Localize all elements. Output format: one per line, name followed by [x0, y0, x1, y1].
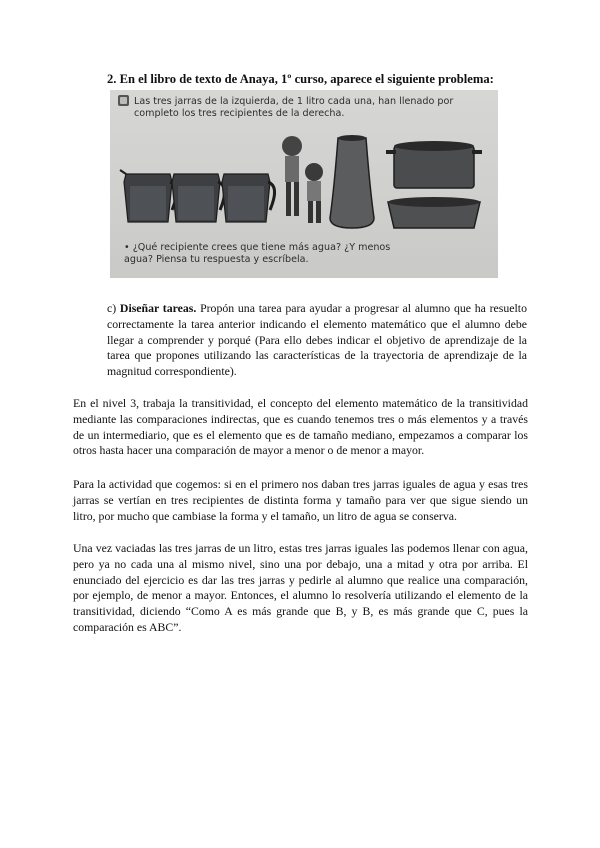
textbook-photo	[110, 90, 498, 278]
cooking-pot	[386, 141, 482, 188]
jug-1	[120, 170, 177, 222]
problem-heading: 2. En el libro de texto de Anaya, 1º curso, aparece el siguiente problema:	[107, 72, 494, 86]
tall-vase	[330, 135, 374, 228]
task-c-title: Diseñar tareas.	[119, 301, 197, 315]
task-c-paragraph: c) Diseñar tareas. Propón una tarea para ayudar a progresar al alumno que ha resuelto correctamente la tarea anterior indicando el elemento matemático que el alumno debe llegar a comprender y porqué (Para ello debes indicar el objetivo de aprendizaje de la tarea que propones utilizando las características de la trayectoria de aprendizaje de la magnitud correspondiente).	[107, 301, 527, 379]
figure-caption-top: Las tres jarras de la izquierda, de 1 litro cada una, han llenado por completo los tres recipientes de la derecha.	[134, 96, 454, 119]
children-figures	[282, 136, 323, 223]
paragraph-activity: Para la actividad que cogemos: si en el primero nos daban tres jarras iguales de agua y esas tres jarras se vertían en tres recipientes de distinta forma y tamaño para ver que sigue siendo un litro, por mucho que cambiase la forma y el tamaño, un litro de agua se conserva.	[73, 477, 528, 523]
shallow-tray	[388, 197, 480, 228]
jug-3	[222, 174, 275, 222]
figure-question: • ¿Qué recipiente crees que tiene más agua? ¿Y menos agua? Piensa tu respuesta y escríbela.	[124, 242, 391, 265]
jug-2	[172, 174, 225, 222]
paragraph-comparison: Una vez vaciadas las tres jarras de un litro, estas tres jarras iguales las podemos llenar con agua, pero ya no cada una al mismo nivel, sino una por debajo, una a mitad y otra por arriba. El enunciado del ejercicio es dar las tres jarras y pedirle al alumno que realice una comparación, por ejemplo, de menor a mayor. Entonces, el alumno lo resolvería utilizando el elemento de la transitividad, diciendo “Como A es más grande que B, y B, es más grande que C, pues la comparación es ABC”.	[73, 541, 528, 634]
paragraph-transitivity: En el nivel 3, trabaja la transitividad, el concepto del elemento matemático de la transitividad mediante las comparaciones indirectas, que es cuando tenemos tres o más elementos y a través de un intermediario, que es el elemento que es de tamaño mediano, empezamos a comparar los otros hasta hacer una comparación de mayor a menor o de menor a mayor.	[73, 396, 528, 458]
pencil-icon	[118, 95, 129, 106]
